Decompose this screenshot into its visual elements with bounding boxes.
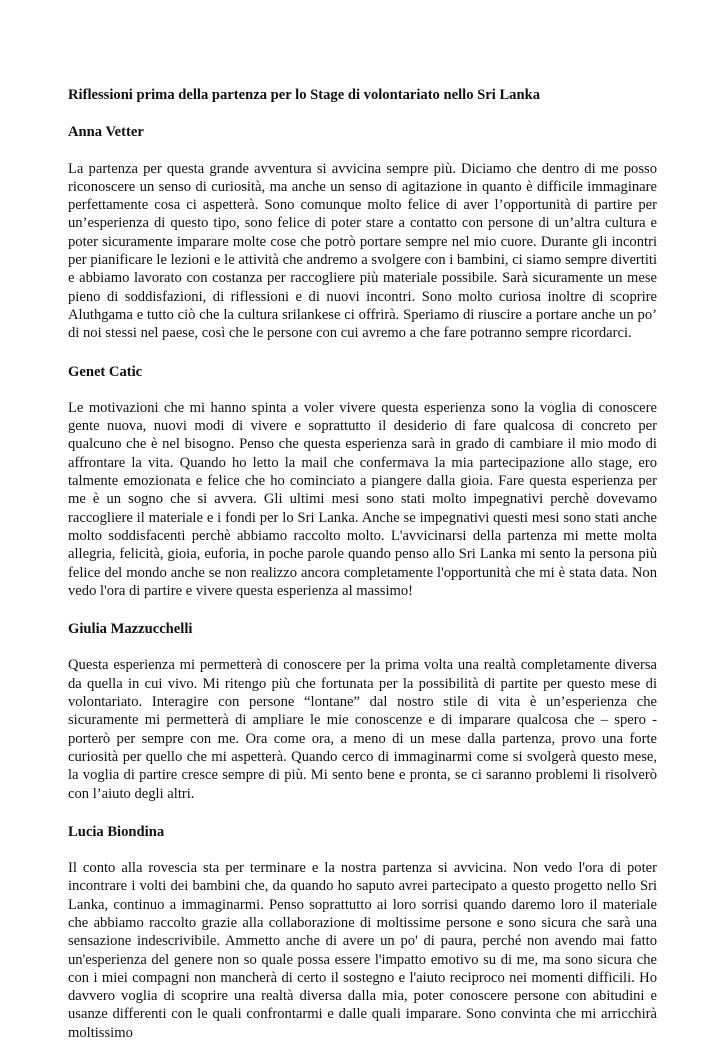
section-author-1: Anna Vetter	[68, 124, 144, 141]
document-page	[68, 86, 657, 1062]
section-text-4: Il conto alla rovescia sta per terminare e la nostra partenza si avvicina. Non vedo l'ora di poter incontrare i volti dei bambini che, da quando ho saputo avrei partecipato a questo progetto nello Sri Lanka, continuo a immaginarmi. Penso soprattutto ai loro sorrisi quando daremo loro il materiale che abbiamo raccolto grazie alla collaborazione di moltissime persone e sono sicura che sarà una sensazione indescrivibile. Ammetto anche di avere un po' di paura, perché non avendo mai fatto un'esperienza del genere non so quale possa essere l'impatto emotivo su di me, ma sono sicura che con i miei compagni non mancherà di certo il sostegno e l'aiuto reciproco nei momenti difficili. Ho davvero voglia di scoprire una realtà diversa dalla mia, poter conoscere persone con abitudini e usanze differenti con le quali confrontarmi e dalle quali imparare. Sono convinta che mi arricchirà moltissimo	[68, 860, 657, 1041]
section-author-3: Giulia Mazzucchelli	[68, 621, 193, 638]
section-author-2: Genet Catic	[68, 363, 143, 380]
section-text-2: Le motivazioni che mi hanno spinta a voler vivere questa esperienza sono la voglia di conoscere gente nuova, nuovi modi di vivere e soprattutto il desiderio di fare qualcosa di concreto per qualcuno che è nel bisogno. Penso che questa esperienza sarà in grado di cambiare il mio modo di affrontare la vita. Quando ho letto la mail che confermava la mia partecipazione allo stage, ero talmente emozionata e felice che ho cominciato a piangere dalla gioia. Fare questa esperienza per me è un sogno che si avvera. Gli ultimi mesi sono stati molto impegnativi perchè dovevamo raccogliere il materiale e i fondi per lo Sri Lanka. Anche se impegnativi questi mesi sono stati anche molto soddisfacenti perchè abbiamo raccolto molto. L'avvicinarsi della partenza mi mette molta allegria, felicità, gioia, euforia, in poche parole quando penso allo Sri Lanka mi sento la persona più felice del mondo anche se non realizzo ancora completamente l'opportunità che mi è stata data. Non vedo l'ora di partire e vivere questa esperienza al massimo!	[68, 399, 657, 599]
section-author-4: Lucia Biondina	[68, 823, 165, 840]
section-text-3: Questa esperienza mi permetterà di conoscere per la prima volta una realtà completamente diversa da quella in cui vivo. Mi ritengo più che fortunata per la possibilità di partite per questo mese di volontariato. Interagire con persone “lontane” dal nostro stile di vita è un’esperienza che sicuramente mi permetterà di ampliare le mie conoscenze e di imparare qualcosa che – spero - porterò per sempre con me. Ora come ora, a meno di un mese dalla partenza, provo una forte curiosità per quello che mi aspetterà. Quando cerco di immaginarmi come si svolgerà questo mese, la voglia di partire cresce sempre di più. Mi sento bene e pronta, se ci saranno problemi li risolverò con l’aiuto degli altri.	[68, 657, 657, 802]
document-title: Riflessioni prima della partenza per lo Stage di volontariato nello Sri Lanka	[68, 87, 541, 103]
section-text-1: La partenza per questa grande avventura si avvicina sempre più. Diciamo che dentro di me posso riconoscere un senso di curiosità, ma anche un senso di agitazione in quanto è difficile immaginare perfettamente cosa ci aspetterà. Sono comunque molto felice di aver l’opportunità di partire per un’esperienza di questo tipo, sono felice di poter stare a contatto con persone di un’altra cultura e poter sicuramente imparare molte cose che potrò portare sempre nel mio cuore. Durante gli incontri per pianificare le lezioni e le attività che andremo a svolgere con i bambini, ci siamo sempre divertiti e abbiamo lavorato con costanza per raccogliere più materiale possibile. Sarà sicuramente un mese pieno di soddisfazioni, di riflessioni e di nuovi incontri. Sono molto curiosa inoltre di scoprire Aluthgama e tutto ciò che la cultura srilankese ci offrirà. Speriamo di riuscire a portare anche un po’ di noi stessi nel paese, così che le persone con cui avremo a che fare potranno sempre ricordarci.	[68, 160, 657, 342]
